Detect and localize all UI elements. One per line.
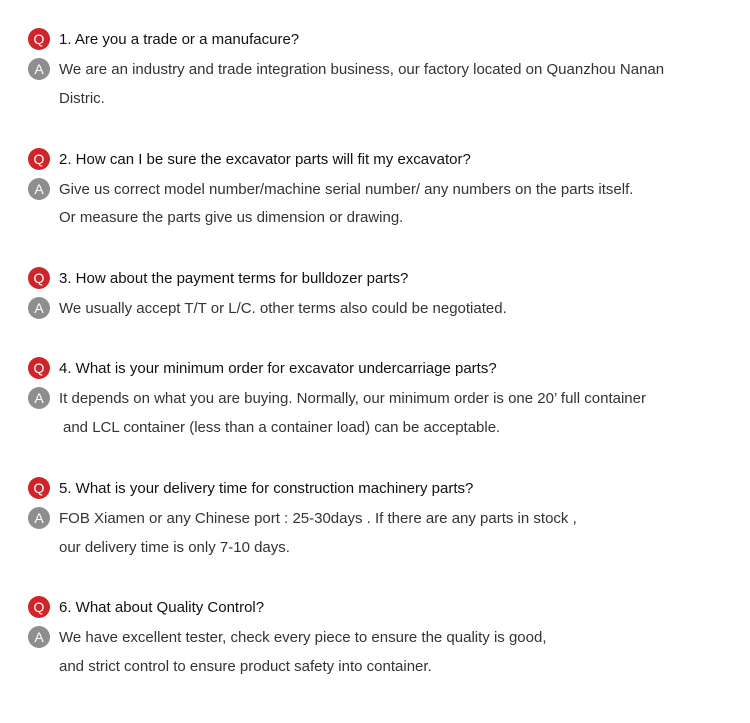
- answer-continuation: Or measure the parts give us dimension or drawing.: [59, 209, 404, 226]
- question-badge: Q: [28, 357, 50, 379]
- answer-text: FOB Xiamen or any Chinese port : 25-30days . If there are any parts in stock ,: [59, 509, 577, 527]
- question-text: 3. How about the payment terms for bulldozer parts?: [59, 269, 409, 287]
- question-text: 5. What is your delivery time for construction machinery parts?: [59, 479, 474, 497]
- question-row: [28, 24, 299, 54]
- question-badge: Q: [28, 596, 50, 618]
- answer-continuation: our delivery time is only 7-10 days.: [59, 539, 290, 556]
- answer-row: [28, 174, 633, 204]
- answer-badge: A: [28, 626, 50, 648]
- question-row: [28, 592, 264, 622]
- question-badge: Q: [28, 267, 50, 289]
- question-text: 6. What about Quality Control?: [59, 598, 265, 616]
- answer-badge: A: [28, 178, 50, 200]
- answer-text: We usually accept T/T or L/C. other terms also could be negotiated.: [59, 299, 507, 317]
- answer-continuation: and strict control to ensure product safety into container.: [59, 658, 432, 675]
- answer-continuation: and LCL container (less than a container load) can be acceptable.: [63, 419, 501, 436]
- answer-row: [28, 54, 664, 84]
- question-text: 1. Are you a trade or a manufacure?: [59, 30, 300, 48]
- answer-badge: A: [28, 507, 50, 529]
- question-row: [28, 353, 497, 383]
- question-row: [28, 473, 473, 503]
- question-row: [28, 263, 408, 293]
- answer-row: [28, 383, 646, 413]
- question-text: 4. What is your minimum order for excavator undercarriage parts?: [59, 359, 497, 377]
- answer-continuation: Distric.: [59, 90, 105, 107]
- question-badge: Q: [28, 148, 50, 170]
- answer-text: We are an industry and trade integration business, our factory located on Quanzhou Nanan: [59, 60, 665, 78]
- question-row: [28, 144, 471, 174]
- answer-row: [28, 622, 547, 652]
- question-text: 2. How can I be sure the excavator parts will fit my excavator?: [59, 150, 471, 168]
- question-badge: Q: [28, 477, 50, 499]
- answer-text: It depends on what you are buying. Normally, our minimum order is one 20’ full container: [59, 389, 646, 407]
- answer-badge: A: [28, 387, 50, 409]
- answer-text: Give us correct model number/machine serial number/ any numbers on the parts itself.: [59, 180, 634, 198]
- answer-row: [28, 293, 507, 323]
- answer-badge: A: [28, 297, 50, 319]
- answer-row: [28, 503, 577, 533]
- answer-badge: A: [28, 58, 50, 80]
- question-badge: Q: [28, 28, 50, 50]
- answer-text: We have excellent tester, check every piece to ensure the quality is good,: [59, 628, 547, 646]
